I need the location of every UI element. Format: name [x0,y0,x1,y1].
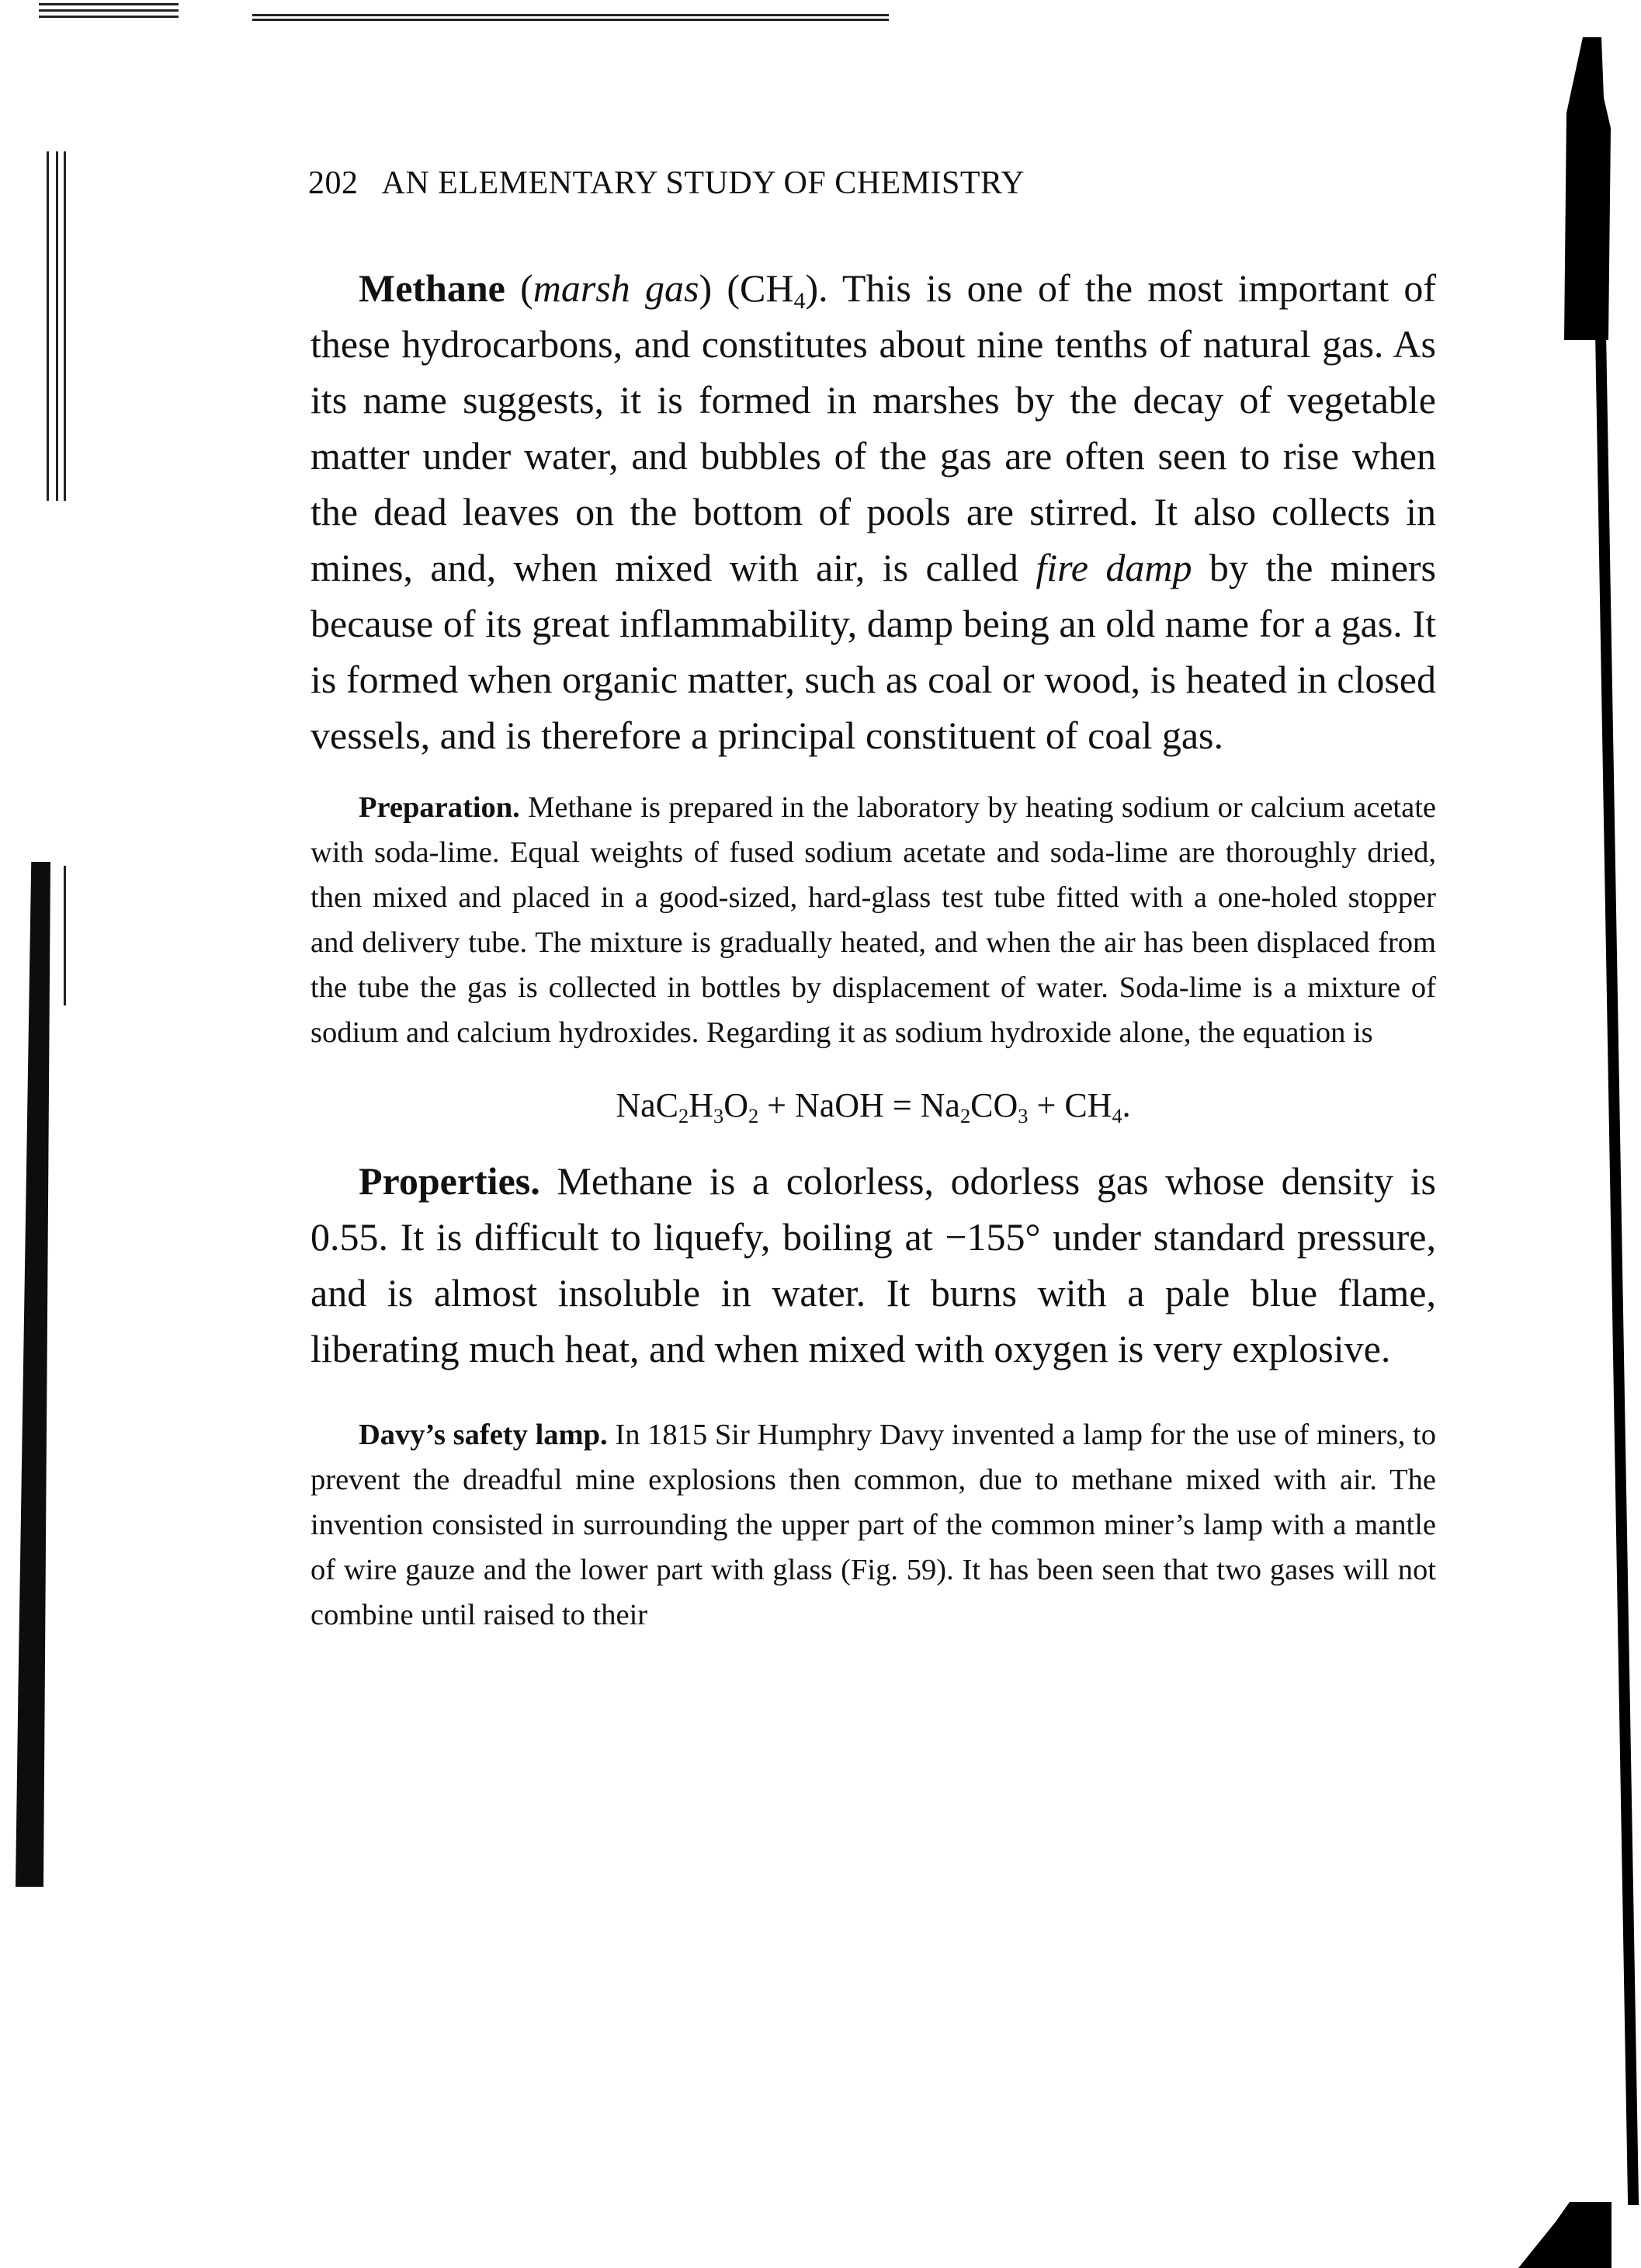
binding-edge-left-upper [47,151,70,501]
preparation-text: Methane is prepared in the laboratory by heating sodium or calcium acetate with soda-lime. Equal weights of fused sodium acetate and soda-lime are thoroughly dried, then mixed and placed in a good-sized, hard-glass test tube fitted with a one-holed stopper and delivery tube. The mixture is gradually heated, and when the air has been displaced from the tube the gas is collected in bottles by displacement of water. Soda-lime is a mixture of sodium and calcium hydroxides. Regarding it as sodium hydroxide alone, the equation is [311,791,1436,1049]
binding-edge-left-lower [16,862,50,1887]
preparation-paragraph [311,785,1436,1055]
properties-paragraph [311,1153,1436,1377]
properties-text: Methane is a colorless, odorless gas whose density is 0.55. It is difficult to liquefy, boiling at −155° under standard pressure, and is almost insoluble in water. It burns with a pale blue flame, liberating much heat, and when mixed with oxygen is very explosive. [311,1159,1437,1370]
davy-text: In 1815 Sir Humphry Davy invented a lamp for the use of miners, to prevent the dreadful mine explosions then common, due to methane mixed with air. The invention consisted in surrounding the upper part of the common miner’s lamp with a mantle of wire gauze and the lower part with glass (Fig. 59). It has been seen that two gases will not combine until raised to their [311,1419,1437,1631]
methane-formula: $CH_4$ [739,266,806,314]
davy-heading: Davy’s safety lamp. [359,1419,608,1451]
davy-paragraph [311,1412,1436,1638]
binding-edge-left-line [64,866,66,1005]
methane-paragraph: Methane (marsh gas) $(CH_4)$. This is one of the most important of these hydrocarbons, and constitutes about nine tenths of natural gas. As its name suggests, it is formed in marshes by the decay of vegetable matter under water, and bubbles of the gas are often seen to rise when the dead leaves on the bottom of pools are stirred. It also collects in mines, and, when mixed with air, is called fire damp by the miners because of its great inflammability, damp being an old name for a gas. It is formed when organic matter, such as coal or wood, is heated in closed vessels, and is therefore a principal constituent of coal gas. [311,266,1436,757]
running-header [308,167,1436,200]
binding-edge-right-line [1595,326,1639,2205]
binding-edge-right-foot [1518,2202,1612,2268]
chemical-equation: $NaC_2H_3O_2$ + NaOH = $Na_2CO_3 + CH_4$. [616,1086,1131,1127]
properties-heading: Properties. [359,1159,540,1203]
book-page [308,165,1437,1638]
scan-artifact-top-left [39,3,179,25]
fire-damp-term: fire damp [1036,546,1192,589]
methane-heading: Methane [359,266,505,310]
methane-alias: marsh gas [533,266,699,310]
binding-edge-right-top [1564,37,1611,340]
running-title: AN ELEMENTARY STUDY OF CHEMISTRY [381,165,1025,201]
preparation-heading: Preparation. [359,791,520,824]
page-number: 202 [308,165,359,201]
scan-artifact-top-rule [252,14,889,25]
